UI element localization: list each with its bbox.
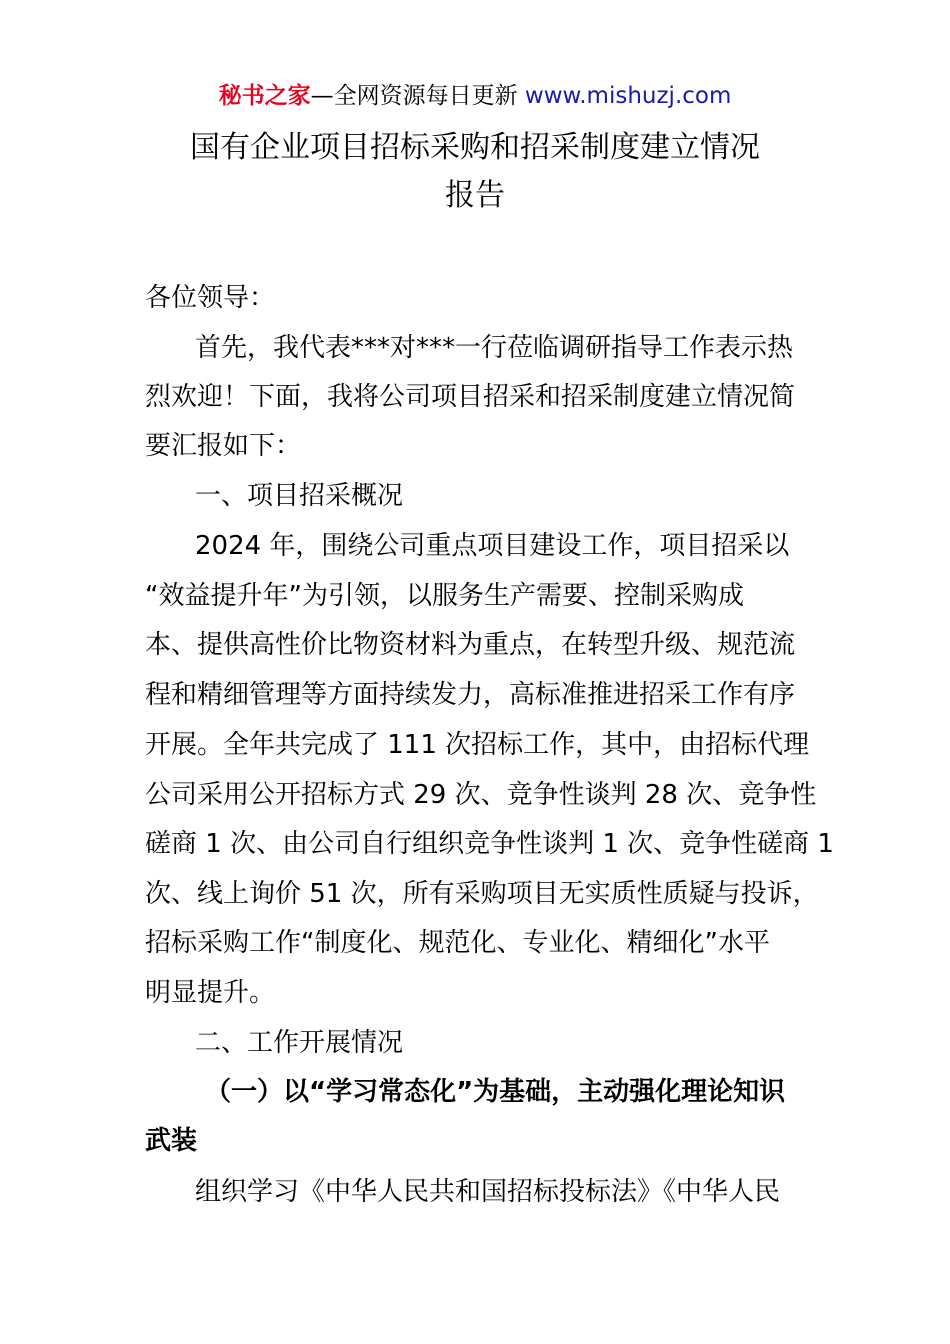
subsection-1-heading-line: 武装 [145, 1126, 198, 1156]
section-1-line: 明显提升。 [145, 978, 276, 1008]
section-1-line: 程和精细管理等方面持续发力，高标准推进招采工作有序 [145, 680, 796, 710]
section-1-line: 公司采用公开招标方式 29 次、竞争性谈判 28 次、竞争性 [145, 780, 817, 810]
subsection-1-heading-line: （一）以“学习常态化”为基础，主动强化理论知识 [205, 1077, 786, 1107]
section-1-line: “效益提升年”为引领，以服务生产需要、控制采购成 [145, 581, 744, 611]
section-1-line: 次、线上询价 51 次，所有采购项目无实质性质疑与投诉， [145, 879, 819, 909]
banner-brand: 秘书之家 [218, 83, 311, 109]
subsection-1-line: 组织学习《中华人民共和国招标投标法》《中华人民 [195, 1177, 781, 1207]
section-1-line: 2024 年，围绕公司重点项目建设工作，项目招采以 [195, 531, 790, 561]
section-2-heading: 二、工作开展情况 [195, 1028, 404, 1058]
section-1-line: 磋商 1 次、由公司自行组织竞争性谈判 1 次、竞争性磋商 1 [145, 829, 834, 859]
document-title-line-1: 国有企业项目招标采购和招采制度建立情况 [190, 130, 760, 165]
site-banner [0, 80, 950, 112]
greeting: 各位领导： [145, 283, 276, 313]
section-1-heading: 一、项目招采概况 [195, 481, 404, 511]
section-1-line: 开展。全年共完成了 111 次招标工作，其中，由招标代理 [145, 730, 810, 760]
document-title-line-2: 报告 [445, 178, 505, 213]
intro-line: 要汇报如下： [145, 431, 302, 461]
intro-line: 首先，我代表***对***一行莅临调研指导工作表示热 [195, 333, 794, 363]
banner-url[interactable]: www.mishuzj.com [524, 83, 732, 109]
section-1-line: 招标采购工作“制度化、规范化、专业化、精细化”水平 [145, 928, 770, 958]
banner-slogan: —全网资源每日更新 [310, 83, 525, 109]
section-1-line: 本、提供高性价比物资材料为重点，在转型升级、规范流 [145, 630, 796, 660]
intro-line: 烈欢迎！下面，我将公司项目招采和招采制度建立情况简 [145, 382, 796, 412]
